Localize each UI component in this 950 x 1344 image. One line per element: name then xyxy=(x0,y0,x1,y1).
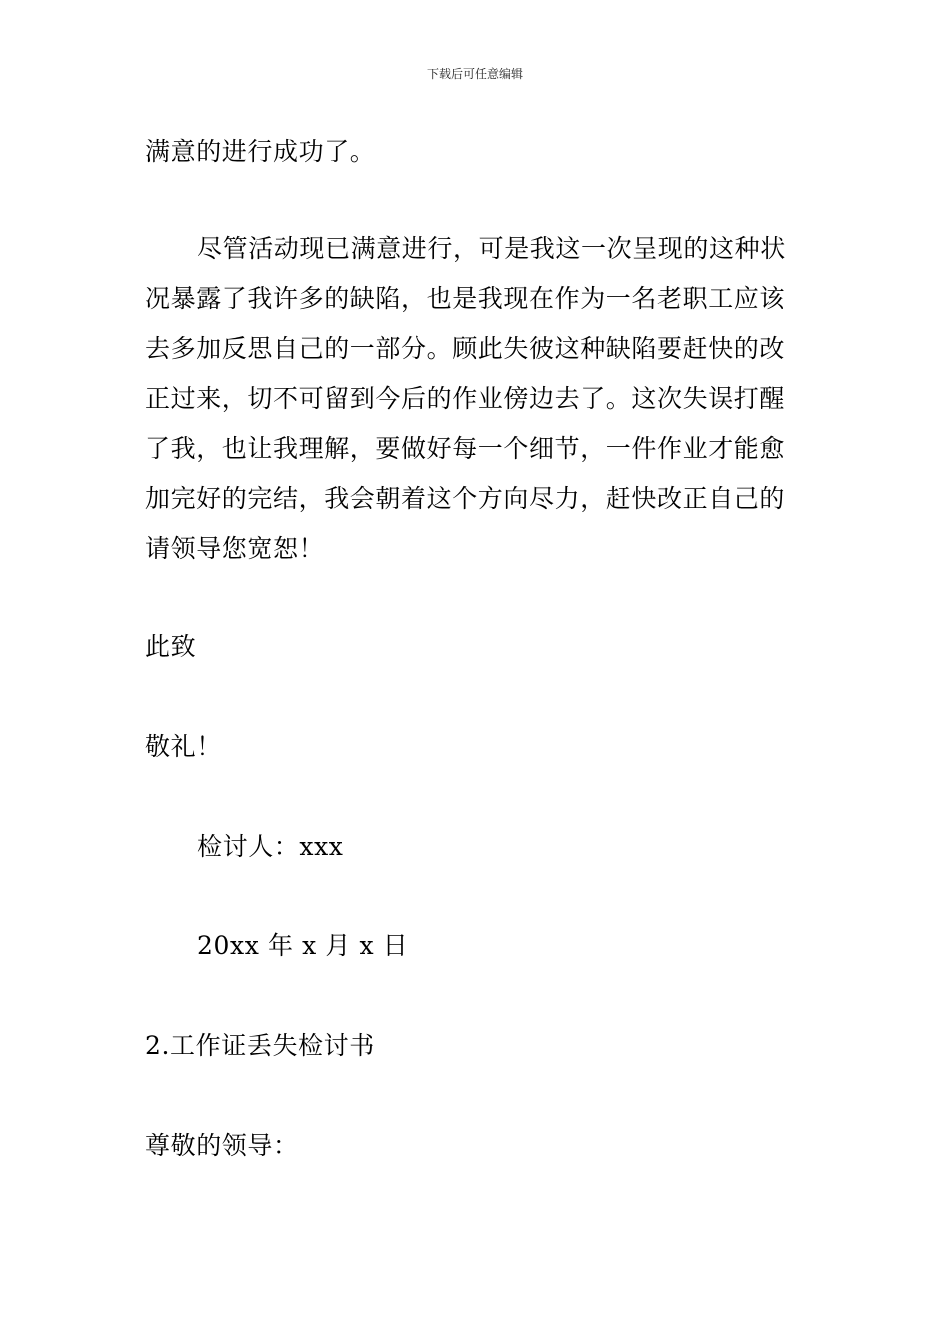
paragraph-line-5: 了我，也让我理解，要做好每一个细节，一件作业才能愈 xyxy=(145,434,786,463)
paragraph-line-7: 请领导您宽恕！ xyxy=(145,534,325,563)
date-line: 20xx 年 x 月 x 日 xyxy=(197,931,409,960)
paragraph-line-6: 加完好的完结，我会朝着这个方向尽力，赶快改正自己的 xyxy=(145,484,786,513)
closing-line-2: 敬礼！ xyxy=(145,732,222,761)
paragraph-line-4: 正过来，切不可留到今后的作业傍边去了。这次失误打醒 xyxy=(145,384,786,413)
signature-line: 检讨人：xxx xyxy=(197,832,344,861)
paragraph-line-2: 况暴露了我许多的缺陷，也是我现在作为一名老职工应该 xyxy=(145,284,786,313)
paragraph-line-1: 尽管活动现已满意进行，可是我这一次呈现的这种状 xyxy=(197,234,786,263)
continuation-line: 满意的进行成功了。 xyxy=(145,137,376,166)
paragraph-line-3: 去多加反思自己的一部分。顾此失彼这种缺陷要赶快的改 xyxy=(145,334,786,363)
section-title: 2.工作证丢失检讨书 xyxy=(145,1031,375,1060)
salutation-line: 尊敬的领导： xyxy=(145,1131,299,1160)
page-header: 下载后可任意编辑 xyxy=(426,67,523,81)
closing-line-1: 此致 xyxy=(145,632,197,661)
